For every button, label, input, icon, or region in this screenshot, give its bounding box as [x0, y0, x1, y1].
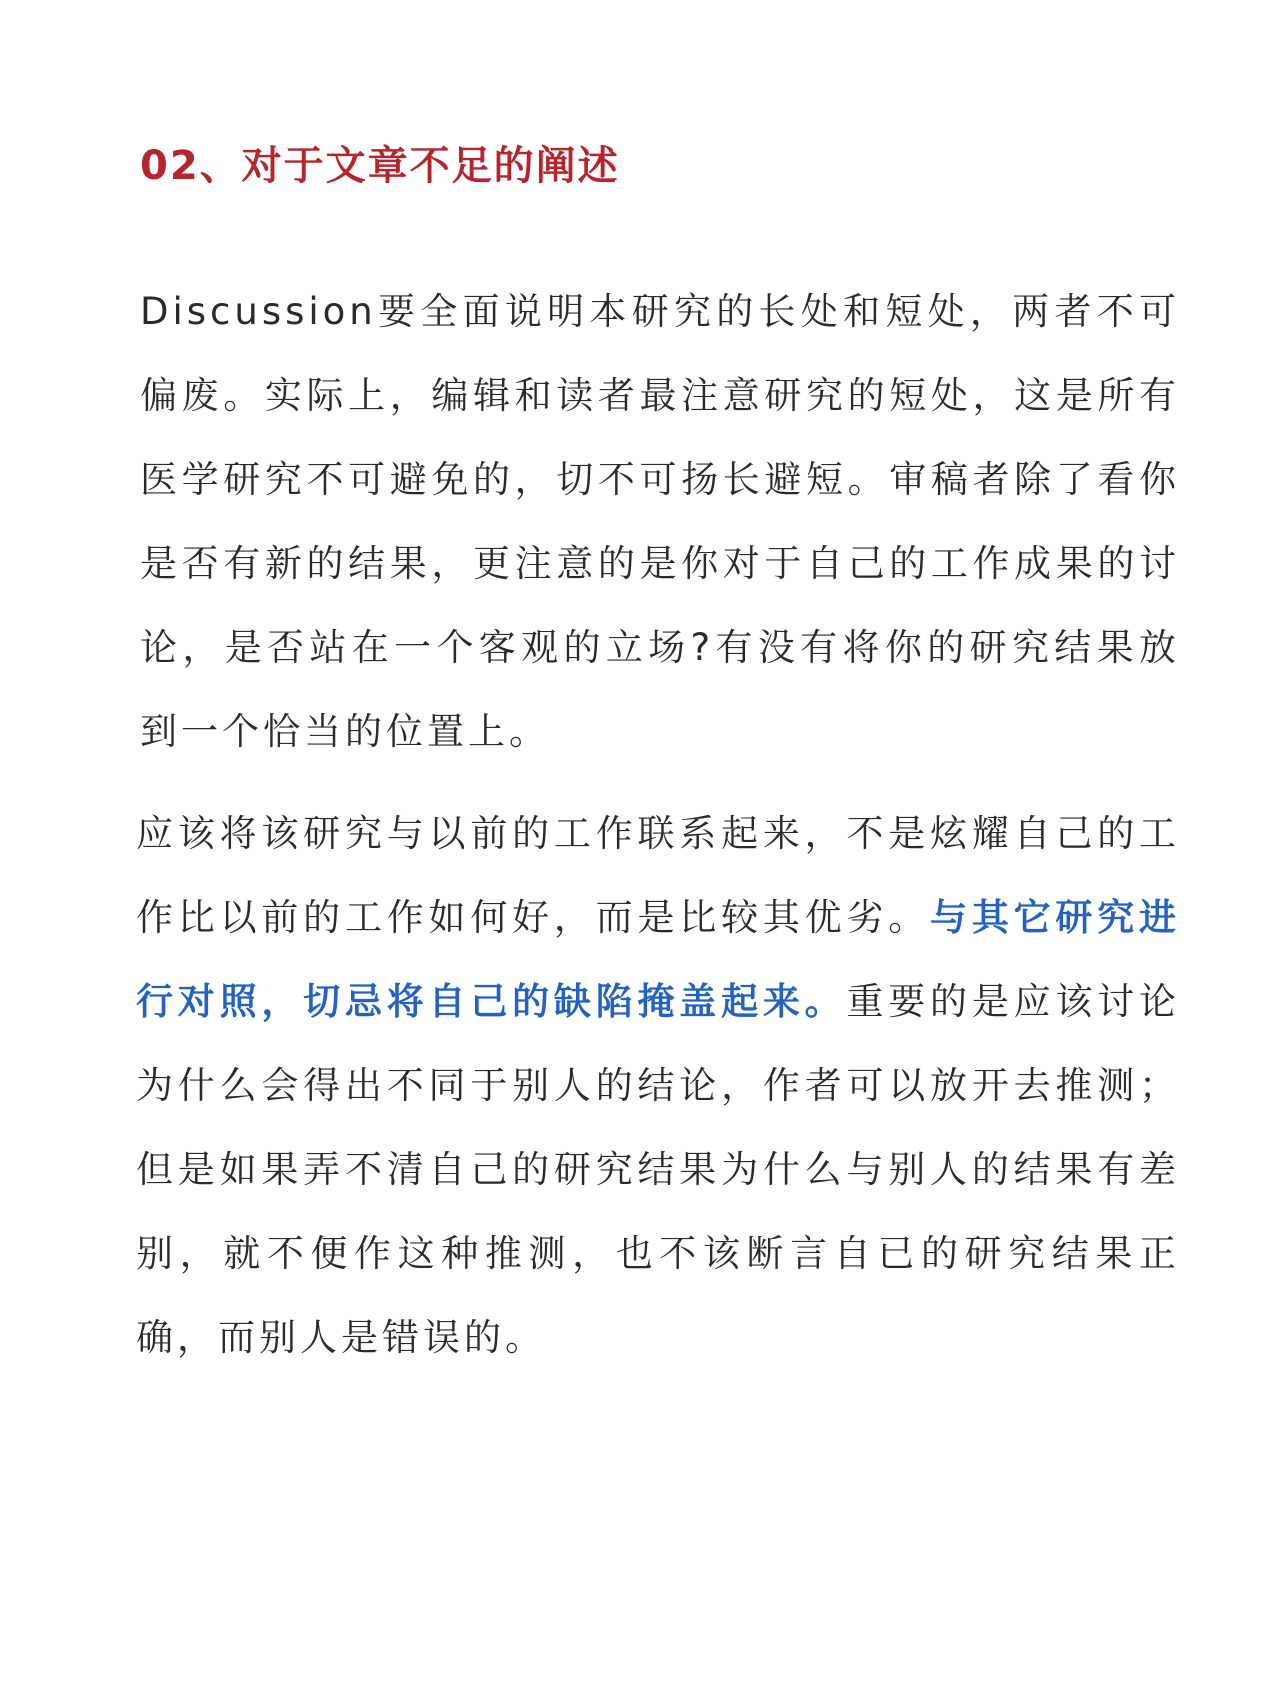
paragraph-compare-previous-work — [136, 792, 1180, 1380]
paragraph-strengths-weaknesses: Discussion要全面说明本研究的长处和短处，两者不可偏废。实际上，编辑和读者最注意研究的短处，这是所有医学研究不可避免的，切不可扬长避短。审稿者除了看你是否有新的结果，更注意的是你对于自己的工作成果的讨论，是否站在一个客观的立场?有没有将你的研究结果放到一个恰当的位置上。 — [140, 290, 1180, 753]
section-heading: 02、对于文章不足的阐述 — [140, 143, 620, 189]
highlighted-text: 与其它研究进行对照，切忌将自己的缺陷掩盖起来。 — [136, 896, 1181, 1023]
article-page — [136, 130, 1181, 1380]
paragraph-text-after-highlight: 重要的是应该讨论为什么会得出不同于别人的结论，作者可以放开去推测；但是如果弄不清自己的研究结果为什么与别人的结果有差别，就不便作这种推测，也不该断言自已的研究结果正确，而别人是错误的。 — [136, 980, 1181, 1359]
paragraph-text-before-highlight: 应该将该研究与以前的工作联系起来，不是炫耀自己的工作比以前的工作如何好，而是比较其优劣。 — [136, 812, 1180, 939]
